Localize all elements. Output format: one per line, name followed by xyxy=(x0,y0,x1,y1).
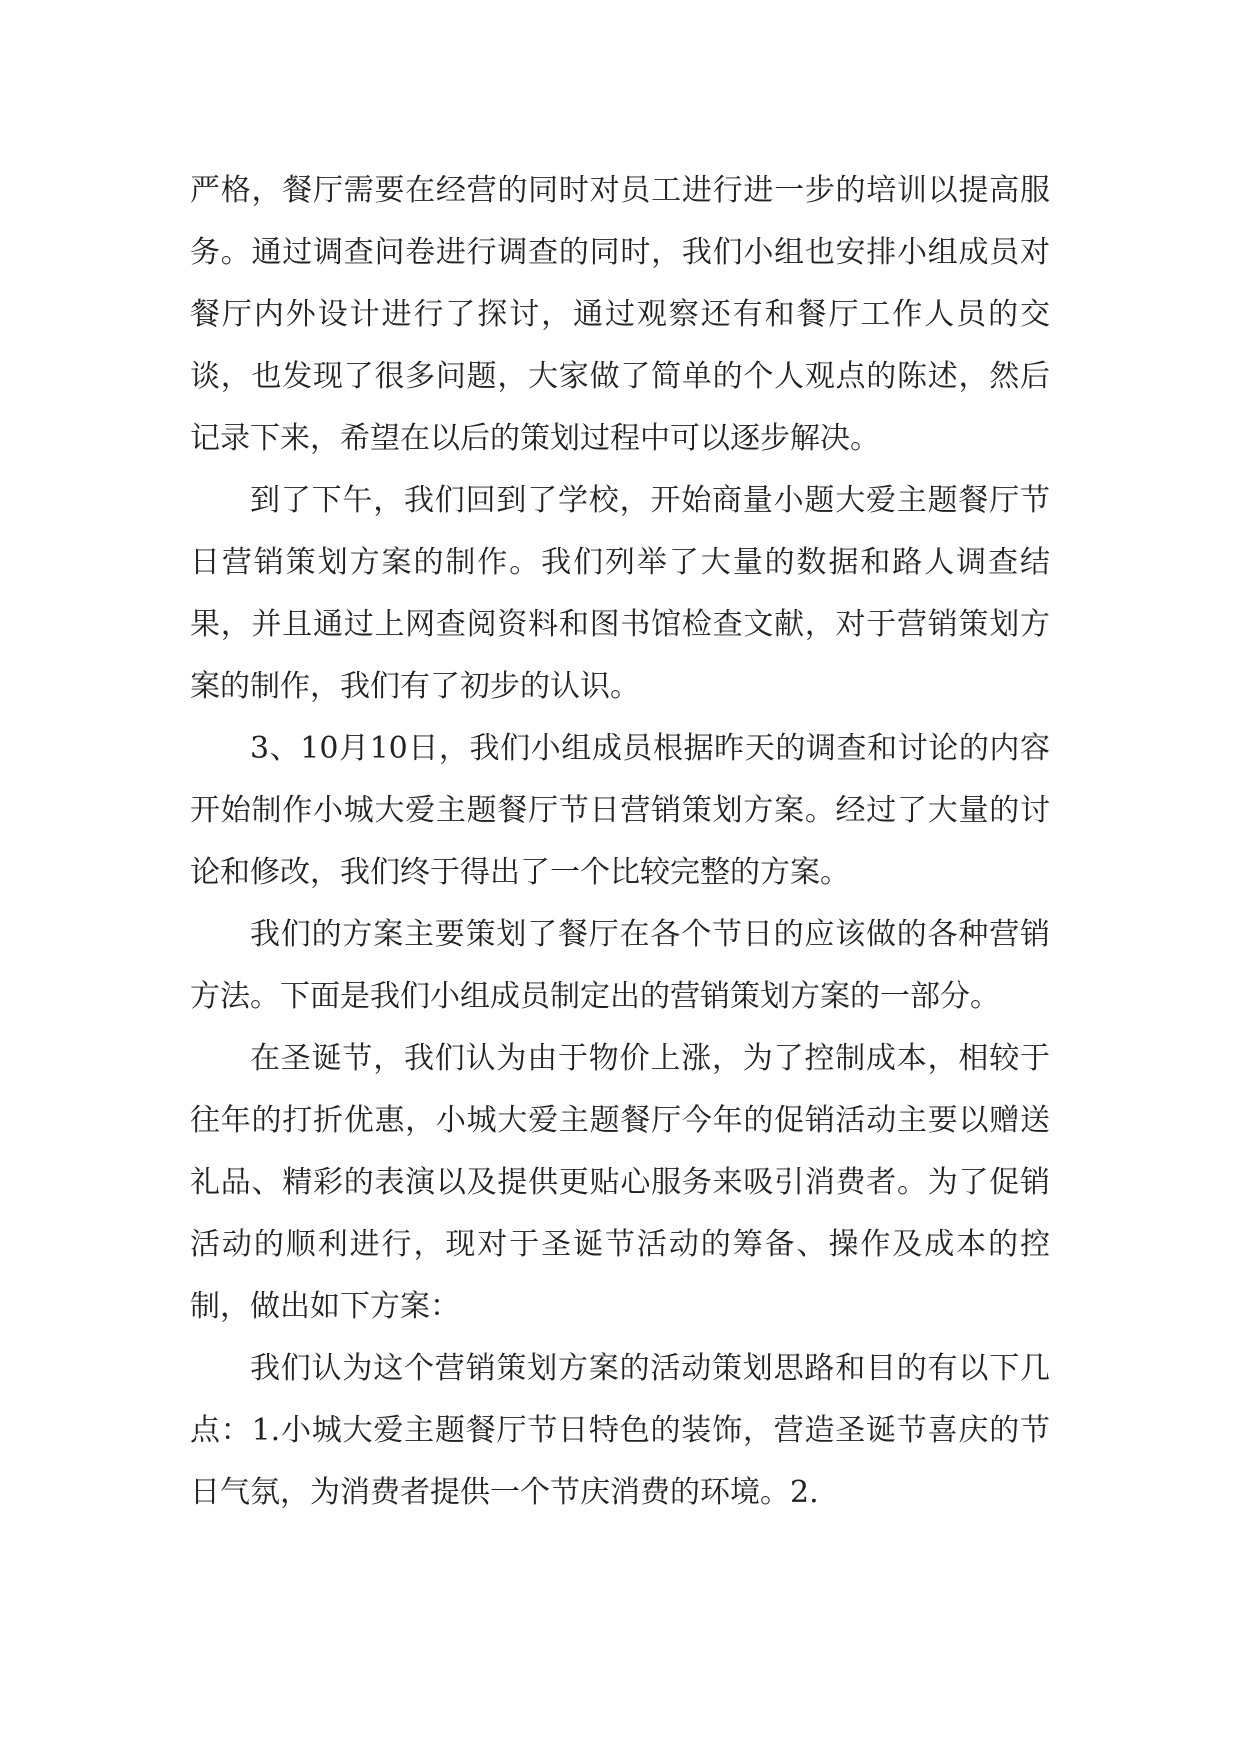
paragraph-4: 我们的方案主要策划了餐厅在各个节日的应该做的各种营销方法。下面是我们小组成员制定出的营销策划方案的一部分。 xyxy=(190,917,1050,1014)
paragraph-1: 严格，餐厅需要在经营的同时对员工进行进一步的培训以提高服务。通过调查问卷进行调查的同时，我们小组也安排小组成员对餐厅内外设计进行了探讨，通过观察还有和餐厅工作人员的交谈，也发现了很多问题，大家做了简单的个人观点的陈述，然后记录下来，希望在以后的策划过程中可以逐步解决。 xyxy=(190,173,1050,456)
document-body xyxy=(190,160,1050,1524)
paragraph-5: 在圣诞节，我们认为由于物价上涨，为了控制成本，相较于往年的打折优惠，小城大爱主题餐厅今年的促销活动主要以赠送礼品、精彩的表演以及提供更贴心服务来吸引消费者。为了促销活动的顺利进行，现对于圣诞节活动的筹备、操作及成本的控制，做出如下方案： xyxy=(190,1041,1050,1324)
paragraph-6: 我们认为这个营销策划方案的活动策划思路和目的有以下几点：1.小城大爱主题餐厅节日特色的装饰，营造圣诞节喜庆的节日气氛，为消费者提供一个节庆消费的环境。2. xyxy=(190,1351,1050,1510)
paragraph-3: 3、10月10日，我们小组成员根据昨天的调查和讨论的内容开始制作小城大爱主题餐厅节日营销策划方案。经过了大量的讨论和修改，我们终于得出了一个比较完整的方案。 xyxy=(190,731,1050,890)
paragraph-2: 到了下午，我们回到了学校，开始商量小题大爱主题餐厅节日营销策划方案的制作。我们列举了大量的数据和路人调查结果，并且通过上网查阅资料和图书馆检查文献，对于营销策划方案的制作，我们有了初步的认识。 xyxy=(190,483,1050,704)
